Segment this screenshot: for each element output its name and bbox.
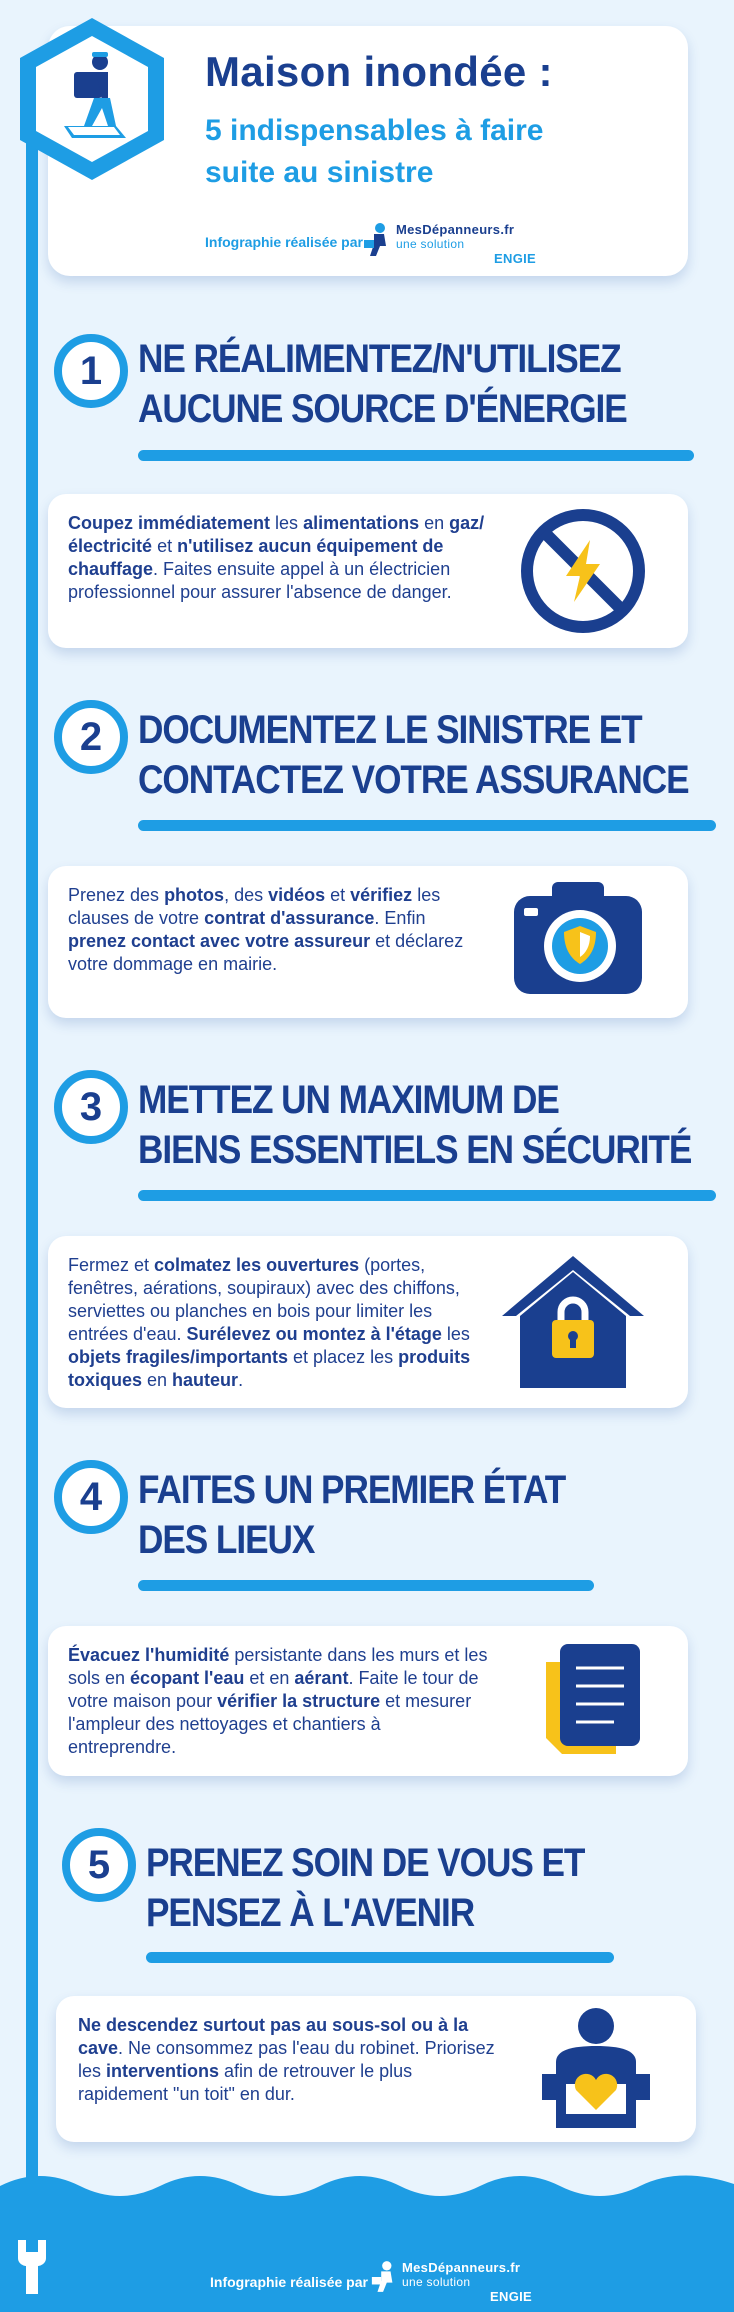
section-3-text — [68, 1254, 488, 1392]
section-5-underline — [146, 1952, 614, 1963]
bold-run: aérant — [294, 1668, 349, 1688]
header-credit: Infographie réalisée par — [205, 234, 363, 250]
subtitle-line-2: suite au sinistre — [205, 156, 434, 189]
text-run: , des — [224, 885, 269, 905]
brand-name: MesDépanneurs.fr — [396, 222, 515, 237]
section-3-underline — [138, 1190, 716, 1201]
text-run: les — [270, 513, 304, 533]
text-run: et mesurer l'ampleur des nettoyages et chantiers à entreprendre. — [68, 1691, 472, 1757]
section-2-title — [138, 705, 710, 805]
text-run: afin de retrouver le plus rapidement "un toit" en dur. — [78, 2061, 413, 2104]
section-5-title-line-1: PRENEZ SOIN DE VOUS ET — [146, 1841, 585, 1885]
text-run: . Enfin — [374, 908, 426, 928]
bold-run: photos — [164, 885, 225, 905]
footer-brand-sub: une solution — [402, 2275, 471, 2289]
text-run: . Faites ensuite appel à un électricien professionnel pour assurer l'absence de danger. — [68, 559, 452, 602]
section-1-card — [48, 494, 688, 648]
house-lock-icon — [498, 1250, 648, 1394]
section-4-title — [138, 1465, 710, 1565]
section-5-text — [78, 2014, 498, 2106]
section-1-number: 1 — [54, 334, 128, 408]
section-2-number: 2 — [54, 700, 128, 774]
section-4-title-line-1: FAITES UN PREMIER ÉTAT — [138, 1468, 566, 1512]
brand-engie: ENGIE — [494, 251, 536, 266]
text-run: Fermez et — [68, 1255, 155, 1275]
section-5-title — [146, 1838, 718, 1938]
brand-sub: une solution — [396, 237, 465, 251]
bold-run: Évacuez l'humidité — [68, 1645, 230, 1665]
section-1-title-line-2: AUCUNE SOURCE D'ÉNERGIE — [138, 387, 627, 431]
bold-run: contrat d'assurance — [204, 908, 375, 928]
section-4-text — [68, 1644, 488, 1759]
section-1-title-line-1: NE RÉALIMENTEZ/N'UTILISEZ — [138, 337, 621, 381]
bold-run: écopant l'eau — [130, 1668, 245, 1688]
section-2-underline — [138, 820, 716, 831]
bold-run: Coupez immédiatement — [68, 513, 271, 533]
text-run: et — [325, 885, 351, 905]
footer-brand — [402, 2260, 532, 2304]
bold-run: hauteur — [172, 1370, 239, 1390]
no-electricity-icon — [518, 506, 648, 636]
section-4-number: 4 — [54, 1460, 128, 1534]
section-5-number: 5 — [62, 1828, 136, 1902]
section-1-text — [68, 512, 488, 604]
wrench-icon — [10, 2236, 54, 2296]
section-1-underline — [138, 450, 694, 461]
footer-brand-engie: ENGIE — [490, 2289, 532, 2304]
section-4-title-line-2: DES LIEUX — [138, 1518, 315, 1562]
footer — [0, 2200, 734, 2312]
section-3-title-line-1: METTEZ UN MAXIMUM DE — [138, 1078, 559, 1122]
header-brand — [396, 222, 536, 266]
bold-run: vidéos — [268, 885, 326, 905]
brand-logo-icon — [362, 222, 392, 258]
bold-run: colmatez les ouvertures — [154, 1255, 360, 1275]
text-run: . Ne consommez pas l'eau du robinet. Priorisez les — [78, 2038, 495, 2081]
section-1-title — [138, 334, 710, 434]
document-icon — [538, 1636, 648, 1766]
bold-run: Ne descendez surtout pas au sous-sol ou à la cave — [78, 2015, 469, 2058]
bold-run: prenez contact avec votre assureur — [68, 931, 371, 951]
section-2-title-line-2: CONTACTEZ VOTRE ASSURANCE — [138, 758, 689, 802]
text-run: . — [238, 1370, 244, 1390]
section-2-text — [68, 884, 488, 976]
person-heart-icon — [536, 2004, 656, 2136]
section-3-title — [138, 1075, 710, 1175]
bold-run: Surélevez ou montez à l'étage — [186, 1324, 442, 1344]
timeline-line — [26, 70, 38, 2210]
text-run: et en — [244, 1668, 295, 1688]
text-run: les — [441, 1324, 470, 1344]
bold-run: objets fragiles/importants — [68, 1347, 289, 1367]
text-run: les clauses de votre — [68, 885, 441, 928]
footer-brand-logo-icon — [370, 2260, 398, 2294]
bold-run: alimentations — [303, 513, 420, 533]
camera-shield-icon — [508, 876, 648, 1000]
page-title: Maison inondée : — [205, 48, 553, 95]
bold-run: interventions — [106, 2061, 220, 2081]
bold-run: vérifiez — [350, 885, 413, 905]
text-run: . Faite le tour de votre maison pour — [68, 1668, 479, 1711]
text-run: et — [152, 536, 178, 556]
section-3-title-line-2: BIENS ESSENTIELS EN SÉCURITÉ — [138, 1128, 692, 1172]
text-run: et déclarez votre dommage en mairie. — [68, 931, 464, 974]
section-5-card — [56, 1996, 696, 2142]
section-3-card — [48, 1236, 688, 1408]
bold-run: produits toxiques — [68, 1347, 471, 1390]
header-hexagon — [12, 14, 172, 184]
footer-wave — [0, 2166, 734, 2206]
section-5-title-line-2: PENSEZ À L'AVENIR — [146, 1891, 475, 1935]
text-run: en — [419, 513, 450, 533]
bold-run: gaz/électricité — [68, 513, 485, 556]
section-4-card — [48, 1626, 688, 1776]
bold-run: vérifier la structure — [217, 1691, 381, 1711]
section-3-number: 3 — [54, 1070, 128, 1144]
text-run: en — [142, 1370, 173, 1390]
bold-run: n'utilisez aucun équipement de chauffage — [68, 536, 444, 579]
text-run: Prenez des — [68, 885, 165, 905]
footer-brand-name: MesDépanneurs.fr — [402, 2260, 521, 2275]
section-2-card — [48, 866, 688, 1018]
text-run: persistante dans les murs et les sols en — [68, 1645, 488, 1688]
text-run: (portes, fenêtres, aérations, soupiraux) avec des chiffons, serviettes ou planches en bois pour limiter les entrées d'eau. — [68, 1255, 460, 1344]
page-subtitle — [205, 110, 675, 194]
text-run: et placez les — [288, 1347, 399, 1367]
section-4-underline — [138, 1580, 594, 1591]
subtitle-line-1: 5 indispensables à faire — [205, 114, 544, 147]
footer-credit: Infographie réalisée par — [210, 2274, 368, 2290]
section-2-title-line-1: DOCUMENTEZ LE SINISTRE ET — [138, 708, 642, 752]
